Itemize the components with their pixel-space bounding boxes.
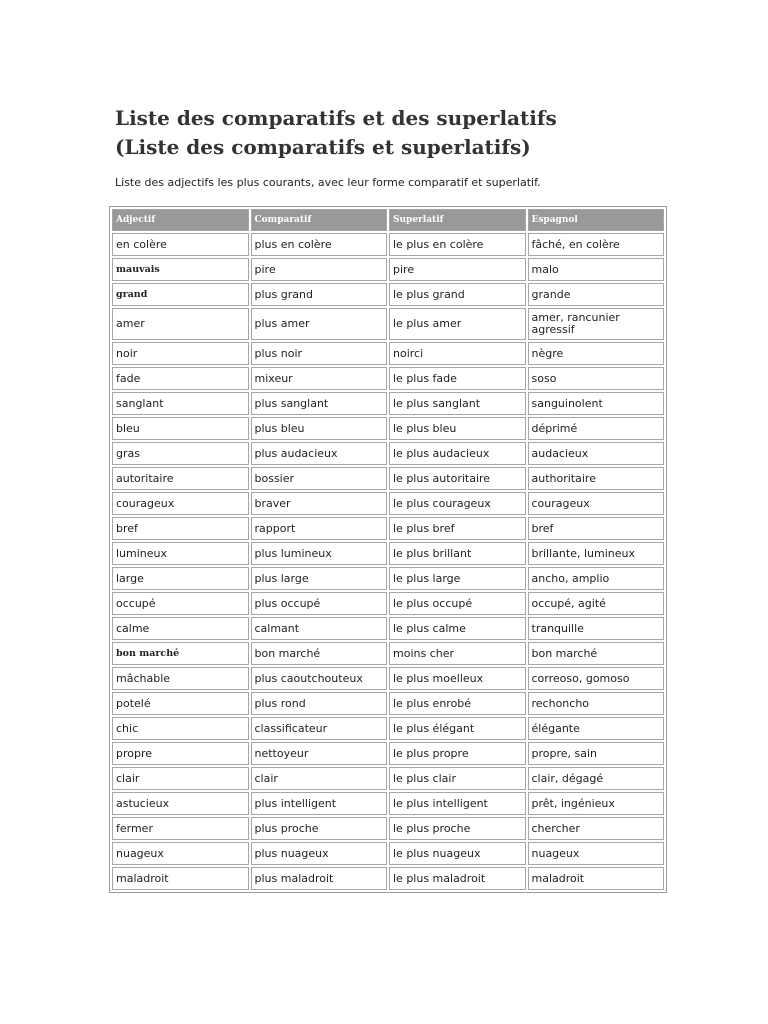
- espagnol-cell: malo: [528, 258, 665, 281]
- espagnol-cell: fâché, en colère: [528, 233, 665, 256]
- table-row: [112, 417, 664, 440]
- espagnol-cell: audacieux: [528, 442, 665, 465]
- espagnol-cell: brillante, lumineux: [528, 542, 665, 565]
- adjectif-cell: clair: [112, 767, 249, 790]
- adjectif-cell: noir: [112, 342, 249, 365]
- superlatif-cell: le plus bleu: [389, 417, 526, 440]
- comparatif-cell: rapport: [251, 517, 388, 540]
- comparatif-cell: plus amer: [251, 308, 388, 340]
- adjectif-cell: nuageux: [112, 842, 249, 865]
- espagnol-cell: occupé, agité: [528, 592, 665, 615]
- comparatif-cell: calmant: [251, 617, 388, 640]
- table-row: [112, 542, 664, 565]
- header-espagnol: Espagnol: [528, 209, 665, 231]
- comparatif-cell: plus maladroit: [251, 867, 388, 890]
- superlatif-cell: le plus audacieux: [389, 442, 526, 465]
- adjectif-cell: bref: [112, 517, 249, 540]
- espagnol-cell: clair, dégagé: [528, 767, 665, 790]
- superlatif-cell: moins cher: [389, 642, 526, 665]
- adjectif-cell: mauvais: [112, 258, 249, 281]
- header-adjectif: Adjectif: [112, 209, 249, 231]
- adjectif-cell: potelé: [112, 692, 249, 715]
- superlatif-cell: le plus calme: [389, 617, 526, 640]
- espagnol-cell: prêt, ingénieux: [528, 792, 665, 815]
- superlatif-cell: le plus fade: [389, 367, 526, 390]
- comparatif-cell: clair: [251, 767, 388, 790]
- comparatif-cell: plus bleu: [251, 417, 388, 440]
- comparatif-cell: classificateur: [251, 717, 388, 740]
- table-row: [112, 592, 664, 615]
- adjectif-cell: bon marché: [112, 642, 249, 665]
- table-row: [112, 867, 664, 890]
- superlatif-cell: le plus bref: [389, 517, 526, 540]
- comparatif-cell: bossier: [251, 467, 388, 490]
- table-row: [112, 567, 664, 590]
- comparatif-cell: plus lumineux: [251, 542, 388, 565]
- espagnol-cell: bref: [528, 517, 665, 540]
- comparatif-cell: bon marché: [251, 642, 388, 665]
- table-row: [112, 442, 664, 465]
- superlatif-cell: pire: [389, 258, 526, 281]
- adjectif-cell: en colère: [112, 233, 249, 256]
- table-row: [112, 367, 664, 390]
- superlatif-cell: le plus proche: [389, 817, 526, 840]
- table-row: [112, 517, 664, 540]
- espagnol-cell: maladroit: [528, 867, 665, 890]
- espagnol-cell: tranquille: [528, 617, 665, 640]
- espagnol-cell: authoritaire: [528, 467, 665, 490]
- table-row: [112, 258, 664, 281]
- adjectif-cell: astucieux: [112, 792, 249, 815]
- table-row: [112, 392, 664, 415]
- table-row: [112, 617, 664, 640]
- title-line-1: Liste des comparatifs et des superlatifs: [115, 106, 557, 130]
- espagnol-cell: correoso, gomoso: [528, 667, 665, 690]
- comparatif-cell: plus occupé: [251, 592, 388, 615]
- adjectif-cell: courageux: [112, 492, 249, 515]
- adjectif-cell: lumineux: [112, 542, 249, 565]
- comparatif-cell: plus large: [251, 567, 388, 590]
- adjectif-cell: sanglant: [112, 392, 249, 415]
- adjectif-cell: autoritaire: [112, 467, 249, 490]
- comparatif-cell: plus en colère: [251, 233, 388, 256]
- espagnol-cell: soso: [528, 367, 665, 390]
- header-superlatif: Superlatif: [389, 209, 526, 231]
- comparatif-cell: plus sanglant: [251, 392, 388, 415]
- comparatif-cell: plus intelligent: [251, 792, 388, 815]
- table-row: [112, 342, 664, 365]
- adjectif-cell: occupé: [112, 592, 249, 615]
- superlatif-cell: le plus intelligent: [389, 792, 526, 815]
- espagnol-cell: élégante: [528, 717, 665, 740]
- superlatif-cell: le plus occupé: [389, 592, 526, 615]
- comparatif-cell: braver: [251, 492, 388, 515]
- adjectif-cell: amer: [112, 308, 249, 340]
- adjectif-cell: large: [112, 567, 249, 590]
- adjectif-cell: chic: [112, 717, 249, 740]
- espagnol-cell: amer, rancunier agressif: [528, 308, 665, 340]
- superlatif-cell: le plus grand: [389, 283, 526, 306]
- superlatif-cell: le plus propre: [389, 742, 526, 765]
- superlatif-cell: le plus sanglant: [389, 392, 526, 415]
- superlatif-cell: le plus amer: [389, 308, 526, 340]
- superlatif-cell: le plus clair: [389, 767, 526, 790]
- espagnol-cell: propre, sain: [528, 742, 665, 765]
- superlatif-cell: le plus maladroit: [389, 867, 526, 890]
- comparatif-cell: plus proche: [251, 817, 388, 840]
- adjectif-cell: fade: [112, 367, 249, 390]
- superlatif-cell: le plus nuageux: [389, 842, 526, 865]
- comparatif-cell: plus grand: [251, 283, 388, 306]
- table-row: [112, 792, 664, 815]
- comparatives-table: [109, 206, 667, 893]
- table-row: [112, 717, 664, 740]
- espagnol-cell: nègre: [528, 342, 665, 365]
- comparatif-cell: plus rond: [251, 692, 388, 715]
- espagnol-cell: nuageux: [528, 842, 665, 865]
- page-title: [115, 104, 557, 162]
- superlatif-cell: le plus autoritaire: [389, 467, 526, 490]
- table-row: [112, 767, 664, 790]
- adjectif-cell: grand: [112, 283, 249, 306]
- espagnol-cell: déprimé: [528, 417, 665, 440]
- comparatif-cell: nettoyeur: [251, 742, 388, 765]
- table-row: [112, 817, 664, 840]
- table-row: [112, 642, 664, 665]
- espagnol-cell: bon marché: [528, 642, 665, 665]
- table-row: [112, 842, 664, 865]
- adjectif-cell: gras: [112, 442, 249, 465]
- adjectif-cell: bleu: [112, 417, 249, 440]
- espagnol-cell: sanguinolent: [528, 392, 665, 415]
- comparatif-cell: mixeur: [251, 367, 388, 390]
- comparatif-cell: plus noir: [251, 342, 388, 365]
- table-row: [112, 692, 664, 715]
- adjectif-cell: propre: [112, 742, 249, 765]
- espagnol-cell: rechoncho: [528, 692, 665, 715]
- table-row: [112, 492, 664, 515]
- espagnol-cell: grande: [528, 283, 665, 306]
- superlatif-cell: le plus élégant: [389, 717, 526, 740]
- table-row: [112, 283, 664, 306]
- espagnol-cell: ancho, amplio: [528, 567, 665, 590]
- table-body: [112, 233, 664, 890]
- title-line-2: (Liste des comparatifs et superlatifs): [115, 135, 531, 159]
- superlatif-cell: le plus moelleux: [389, 667, 526, 690]
- adjectif-cell: calme: [112, 617, 249, 640]
- adjectif-cell: mâchable: [112, 667, 249, 690]
- table-header-row: [112, 209, 664, 231]
- comparatif-cell: plus audacieux: [251, 442, 388, 465]
- header-comparatif: Comparatif: [251, 209, 388, 231]
- table-row: [112, 233, 664, 256]
- superlatif-cell: le plus courageux: [389, 492, 526, 515]
- comparatif-cell: pire: [251, 258, 388, 281]
- comparatif-cell: plus nuageux: [251, 842, 388, 865]
- comparatif-cell: plus caoutchouteux: [251, 667, 388, 690]
- superlatif-cell: noirci: [389, 342, 526, 365]
- table-row: [112, 667, 664, 690]
- adjectif-cell: fermer: [112, 817, 249, 840]
- superlatif-cell: le plus large: [389, 567, 526, 590]
- table-row: [112, 742, 664, 765]
- superlatif-cell: le plus brillant: [389, 542, 526, 565]
- espagnol-cell: chercher: [528, 817, 665, 840]
- intro-text: Liste des adjectifs les plus courants, avec leur forme comparatif et superlatif.: [115, 176, 541, 189]
- superlatif-cell: le plus enrobé: [389, 692, 526, 715]
- superlatif-cell: le plus en colère: [389, 233, 526, 256]
- table-row: [112, 308, 664, 340]
- adjectif-cell: maladroit: [112, 867, 249, 890]
- table-row: [112, 467, 664, 490]
- espagnol-cell: courageux: [528, 492, 665, 515]
